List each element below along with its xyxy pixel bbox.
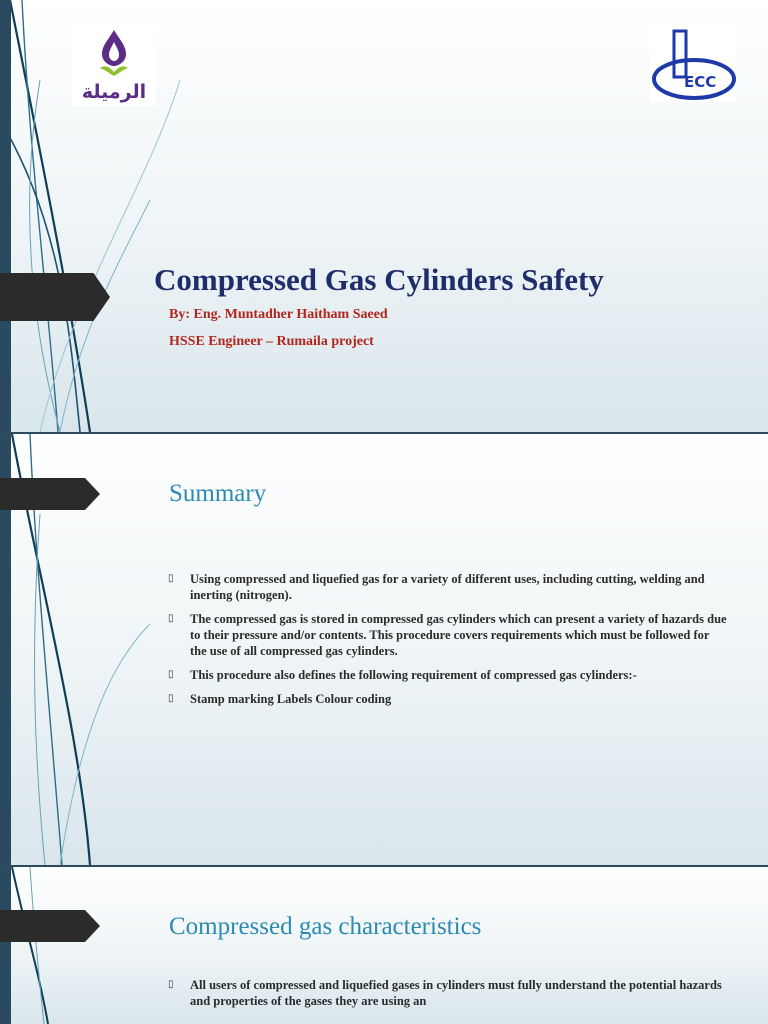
rumaila-logo-text: الرميلة xyxy=(81,81,147,103)
slide-tab-marker xyxy=(0,273,110,321)
slide-tab-marker xyxy=(0,478,100,510)
bullet-marker-icon: ▯ xyxy=(168,979,174,990)
bullet-marker-icon: ▯ xyxy=(168,693,174,704)
title-slide xyxy=(0,0,768,432)
list-item: ▯ Using compressed and liquefied gas for a variety of different uses, including cutting, welding and inerting (nitrogen). xyxy=(168,572,705,602)
rumaila-logo xyxy=(72,24,156,106)
bullet-list xyxy=(168,977,728,1017)
presentation-title: Compressed Gas Cylinders Safety xyxy=(154,262,604,297)
left-accent-bar xyxy=(0,0,11,432)
slide-heading: Compressed gas characteristics xyxy=(169,913,482,940)
list-item: ▯ Stamp marking Labels Colour coding xyxy=(168,692,392,706)
left-accent-bar xyxy=(0,867,11,1024)
bullet-list xyxy=(168,571,728,715)
slide-heading: Summary xyxy=(169,480,267,507)
slide-tab-marker xyxy=(0,910,100,942)
author-line: By: Eng. Muntadher Haitham Saeed xyxy=(169,307,388,322)
list-item: ▯ This procedure also defines the following requirement of compressed gas cylinders:- xyxy=(168,668,637,682)
list-item: ▯ The compressed gas is stored in compressed gas cylinders which can present a variety of hazards due to their pressure and/or contents. This procedure covers requirements which must be followed for the use of all compressed gas cylinders. xyxy=(168,612,727,658)
bullet-marker-icon: ▯ xyxy=(168,573,174,584)
bullet-marker-icon: ▯ xyxy=(168,669,174,680)
ecc-logo xyxy=(650,27,736,102)
list-item: ▯ All users of compressed and liquefied gases in cylinders must fully understand the potential hazards and properties of the gases they are using an xyxy=(168,978,722,1008)
characteristics-slide xyxy=(0,867,768,1024)
bullet-marker-icon: ▯ xyxy=(168,613,174,624)
role-line: HSSE Engineer – Rumaila project xyxy=(169,334,374,349)
ecc-logo-text: ECC xyxy=(684,73,717,91)
summary-slide xyxy=(0,434,768,865)
